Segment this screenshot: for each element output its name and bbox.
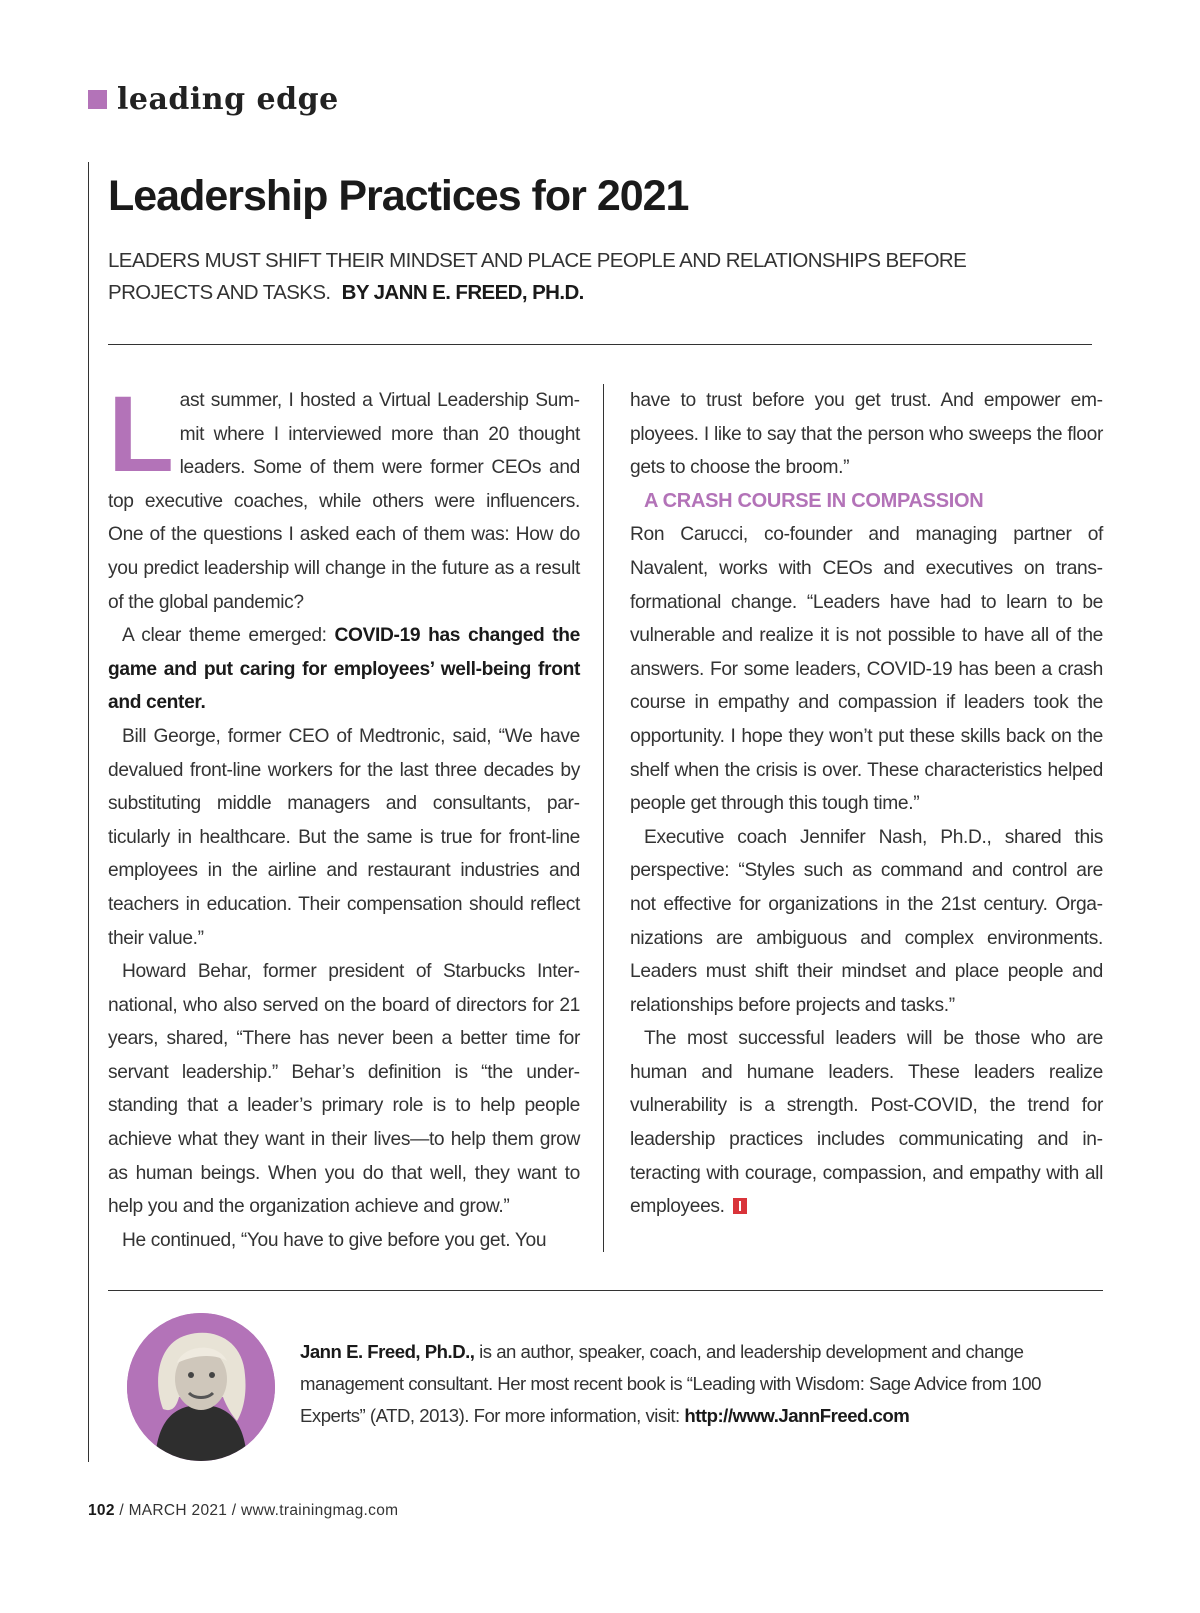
left-margin-rule: [88, 162, 89, 1462]
paragraph-text: ast summer, I hosted a Virtual Leadership Summit where I interviewed more than 20 thought leaders. Some of them were former CEOs and top executive coaches, while others were influencers. One of the questions I asked each of them was: How do you predict leadership will change in the future as a result of the global pandemic?: [108, 390, 580, 613]
column-divider: [603, 384, 604, 1252]
bio-name: Jann E. Freed, Ph.D.,: [300, 1341, 475, 1362]
bio-divider: [108, 1290, 1103, 1291]
subhead: A CRASH COURSE IN COMPASSION: [644, 489, 984, 512]
deck-text: LEADERS MUST SHIFT THEIR MINDSET AND PLACE PEOPLE AND RELATIONSHIPS BEFORE PROJECTS AND TASKS.: [108, 249, 967, 304]
section-tag: [88, 82, 339, 117]
byline: BY JANN E. FREED, PH.D.: [341, 281, 584, 304]
paragraph: [630, 1022, 1103, 1224]
paragraph: Bill George, former CEO of Medtronic, said, “We have devalued front-line workers for the last three decades by substituting middle managers and consultants, particularly in healthcare. But the same is true for front-line employees in the airline and restaurant industries and teachers in education. Their compensation should reflect their value.”: [108, 725, 580, 949]
paragraph: Howard Behar, former president of Starbucks International, who also served on the board of directors for 21 years, shared, “There has never been a better time for servant leadership.” Behar’s definition is “the understanding that a leader’s primary role is to help people achieve what they want in their lives—to help them grow as human beings. When you do that well, they want to help you and the organization achieve and grow.”: [108, 961, 580, 1218]
section-marker-icon: [88, 90, 107, 109]
paragraph: [108, 373, 580, 619]
author-photo-icon: [127, 1313, 275, 1461]
paragraph: Ron Carucci, co-founder and managing partner of Navalent, works with CEOs and executives on transformational change. “Leaders have had to learn to be vulnerable and realize it is not possible to have all of the answers. For some leaders, COVID-19 has been a crash course in empathy and compassion if leaders took the opportunity. I hope they won’t put these skills back on the shelf when the crisis is over. These characteristics helped people get through this tough time.”: [630, 524, 1103, 815]
paragraph: have to trust before you get trust. And empower employees. I like to say that the person who sweeps the floor gets to choose the broom.”: [630, 390, 1103, 479]
article-title: Leadership Practices for 2021: [108, 172, 689, 220]
author-bio: [300, 1336, 1060, 1432]
paragraph: He continued, “You have to give before you get. You: [122, 1229, 547, 1251]
emphasis-text: COVID-19 has changed the game and put caring for employees’ well-being front and center.: [108, 625, 580, 714]
bio-text: is an author, speaker, coach, and leadership development and change management consultant. Her most recent book is “Leading with Wisdom: Sage Advice from 100 Experts” (ATD, 2013). For more information, visit:: [300, 1341, 1041, 1426]
bio-url: http://www.JannFreed.com: [684, 1405, 910, 1426]
author-avatar: [127, 1313, 275, 1461]
footer-info: / MARCH 2021 / www.trainingmag.com: [114, 1502, 399, 1519]
section-label: leading edge: [117, 82, 339, 117]
page-footer: [88, 1502, 398, 1520]
end-mark-icon: [733, 1198, 747, 1214]
drop-cap: L: [108, 373, 174, 494]
header-divider: [108, 344, 1092, 345]
paragraph: [108, 619, 580, 720]
article-column-right: [630, 384, 1103, 1224]
article-column-left: [108, 373, 580, 1257]
page-number: 102: [88, 1502, 115, 1519]
paragraph-text: A clear theme emerged:: [122, 625, 335, 647]
article-deck: [108, 245, 1008, 309]
paragraph-text: The most successful leaders will be those who are human and humane leaders. These leaders realize vulnerability is a strength. Post-COVID, the trend for leadership practices includes communicating and interacting with courage, compassion, and empathy with all employees.: [630, 1028, 1103, 1218]
paragraph: Executive coach Jennifer Nash, Ph.D., shared this perspective: “Styles such as command and control are not effective for organizations in the 21st century. Organizations are ambiguous and complex environments. Leaders must shift their mindset and place people and relationships before projects and tasks.”: [630, 826, 1103, 1016]
